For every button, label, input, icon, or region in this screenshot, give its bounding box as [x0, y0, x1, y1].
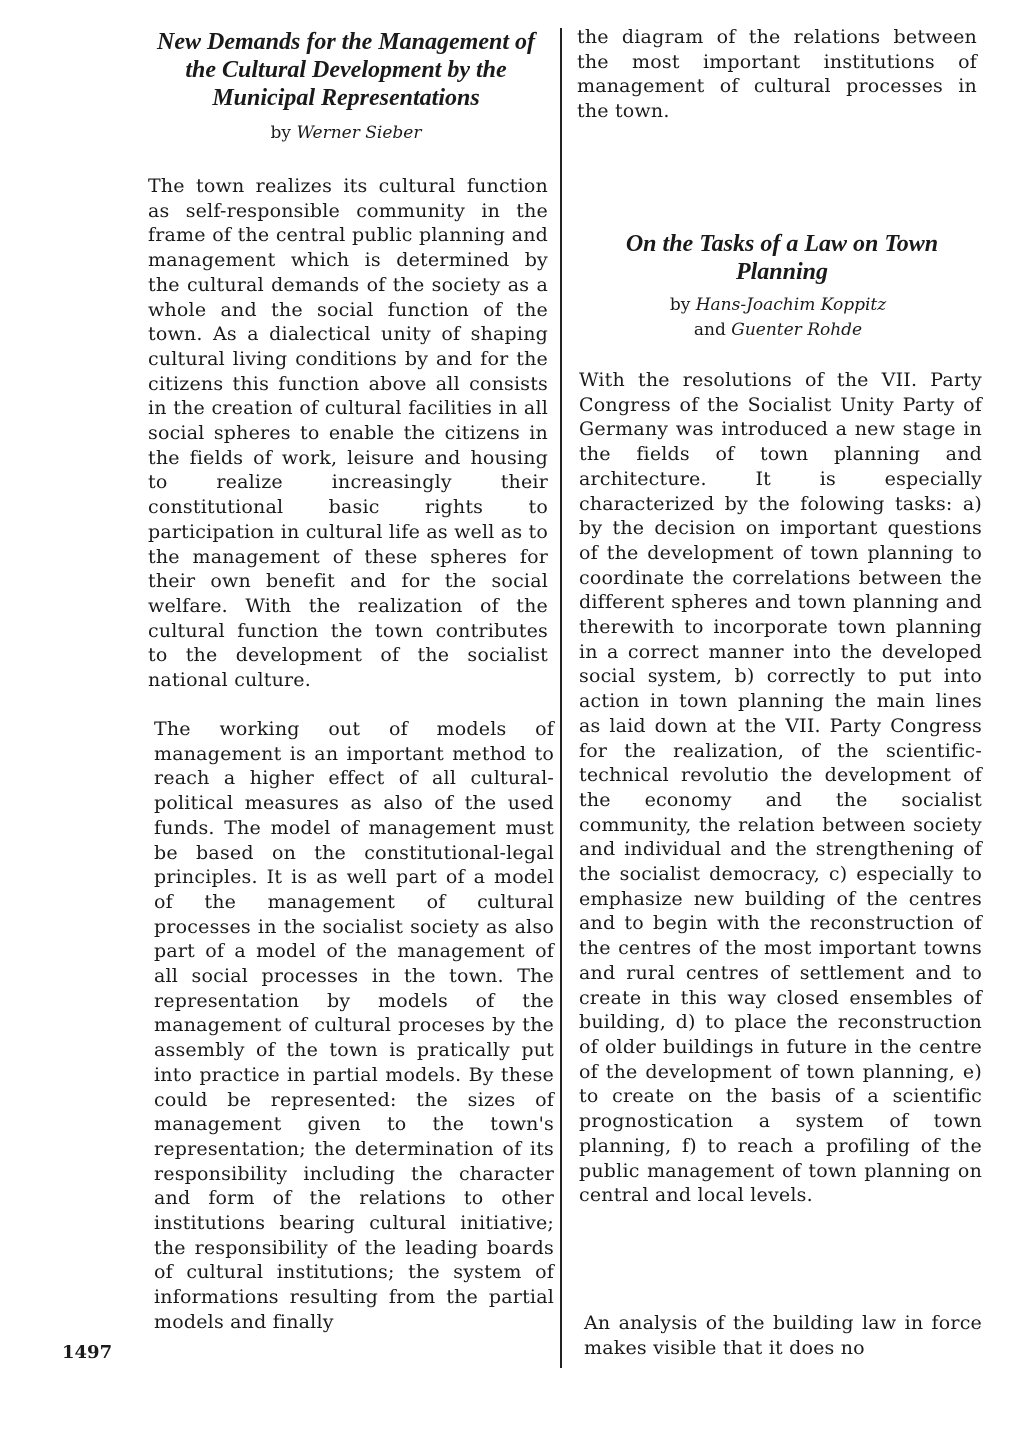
article2-paragraph-2: An analysis of the building law in force makes visible that it does no	[584, 1312, 982, 1359]
article2-and: and	[693, 320, 726, 340]
article1-paragraph-2: The working out of models of management is an important method to reach a higher effect of all cultural-political measures as also of the used funds. The model of management must be based on the constitutional-legal principles. It is as well part of a model of the management of cultural processes in the socialist society as also part of a model of the management of all social processes in the town. The representation by models of the management of cultural proceses by the assembly of the town is pratically put into practice in partial models. By these could be represented: the sizes of management given to the town's representation; the determination of its responsibility including the character and form of the relations to other institutions bearing cultural initiative; the responsibility of the leading boards of cultural institutions; the system of informations resulting from the partial models and finally	[154, 718, 554, 1333]
article1-byline	[140, 121, 552, 145]
article2-author-2: Guenter Rohde	[731, 320, 863, 340]
article1-continuation: the diagram of the relations between the most important institutions of management of cultural processes in the town.	[577, 26, 977, 123]
article2-byline-1	[572, 293, 984, 317]
column-divider	[560, 28, 562, 1368]
article1-author: Werner Sieber	[296, 123, 422, 143]
article1-paragraph-1: The town realizes its cultural function as self-responsible community in the frame of the central public planning and management which is determined by the cultural demands of the society as a whole and the social function of the town. As a dialectical unity of shaping cultural living conditions by and for the citizens this function above all consists in the creation of cultural facilities in all social spheres to enable the citizens in the fields of work, leisure and housing to realize increasingly their constitutional basic rights to participation in cultural life as well as to the management of these spheres for their own benefit and for the social welfare. With the realization of the cultural function the town contributes to the development of the socialist national culture.	[148, 175, 548, 692]
article2-author-1: Hans-Joachim Koppitz	[695, 295, 887, 315]
article2-by: by	[669, 295, 691, 315]
right-column	[572, 0, 984, 1443]
article1-by: by	[270, 123, 292, 143]
page-number: 1497	[62, 1342, 113, 1363]
article1-title: New Demands for the Management of the Cultural Development by the Municipal Representations	[157, 29, 535, 111]
left-column	[140, 0, 552, 1443]
article2-byline-2	[572, 318, 984, 342]
article2-paragraph-1: With the resolutions of the VII. Party Congress of the Socialist Unity Party of Germany was introduced a new stage in the fields of town planning and architecture. It is especially characterized by the folowing tasks: a) by the decision on important questions of the development of town planning to coordinate the correlations between the different spheres and town planning and therewith to incorporate town planning in a correct manner into the developed social system, b) correctly to put into action in town planning the main lines as laid down at the VII. Party Congress for the realization, of the scientific-technical revolutio the development of the economy and the socialist community, the relation between society and individual and the strengthening of the socialist democracy, c) especially to emphasize new building of the centres and to begin with the reconstruction of the centres of the most important towns and rural centres of settlement and to create in this way closed ensembles of building, d) to place the reconstruction of older buildings in future in the centre of the development of town planning, e) to create on the basis of a scientific prognostication a system of town planning, f) to reach a profiling of the public management of town planning on central and local levels.	[579, 369, 982, 1207]
article2-title: On the Tasks of a Law on Town Planning	[625, 231, 939, 285]
